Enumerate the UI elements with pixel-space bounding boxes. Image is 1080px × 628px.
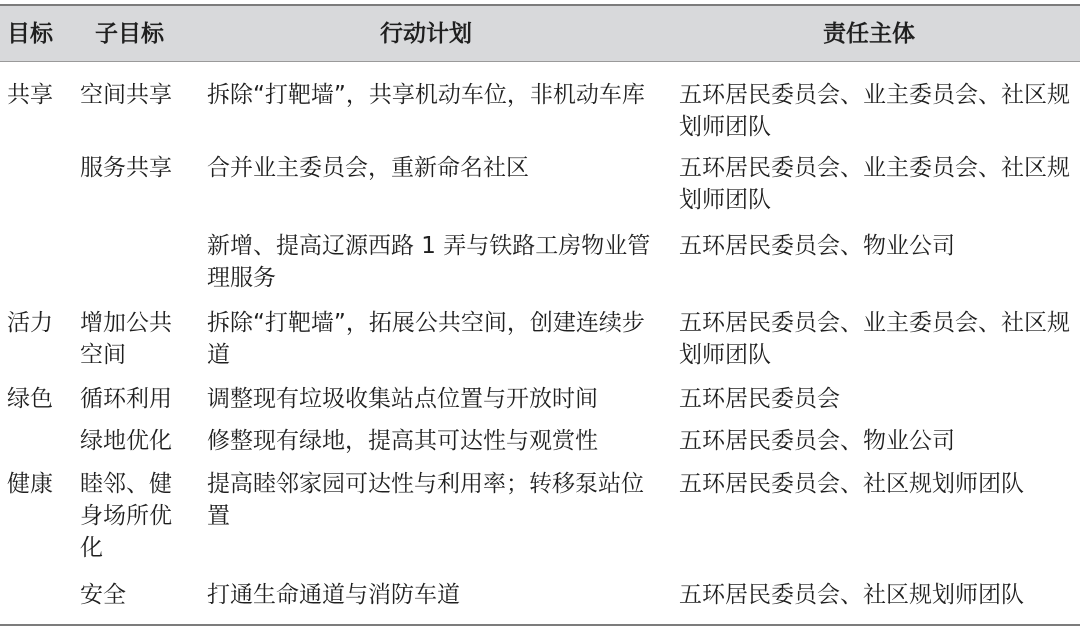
row-2-action: 合并业主委员会，重新命名社区 xyxy=(207,155,529,181)
header-goal: 目标 xyxy=(7,21,53,47)
row-2-subgoal: 服务共享 xyxy=(80,155,172,181)
row-4-goal: 活力 xyxy=(7,310,53,336)
row-1-goal: 共享 xyxy=(7,82,53,108)
row-1-subgoal: 空间共享 xyxy=(80,82,172,108)
row-8-owner: 五环居民委员会、社区规划师团队 xyxy=(679,582,1024,608)
row-1-owner: 五环居民委员会、业主委员会、社区规划师团队 xyxy=(679,82,1070,140)
row-7-goal: 健康 xyxy=(7,471,53,497)
row-5-owner: 五环居民委员会 xyxy=(679,386,840,412)
row-6-owner: 五环居民委员会、物业公司 xyxy=(679,428,955,454)
table-header xyxy=(0,4,1080,62)
row-5-subgoal: 循环利用 xyxy=(80,386,172,412)
header-action: 行动计划 xyxy=(380,21,472,47)
row-7-owner: 五环居民委员会、社区规划师团队 xyxy=(679,471,1024,497)
row-7-action: 提高睦邻家园可达性与利用率；转移泵站位置 xyxy=(207,471,644,529)
header-subgoal: 子目标 xyxy=(95,21,164,47)
row-4-subgoal: 增加公共空间 xyxy=(80,310,172,368)
row-8-action: 打通生命通道与消防车道 xyxy=(207,582,460,608)
row-3-action: 新增、提高辽源西路 1 弄与铁路工房物业管理服务 xyxy=(207,233,651,291)
row-5-goal: 绿色 xyxy=(7,386,53,412)
row-4-action: 拆除“打靶墙”，拓展公共空间，创建连续步道 xyxy=(207,310,645,368)
row-5-action: 调整现有垃圾收集站点位置与开放时间 xyxy=(207,386,598,412)
header-owner: 责任主体 xyxy=(823,21,915,47)
row-1-action: 拆除“打靶墙”，共享机动车位，非机动车库 xyxy=(207,82,645,108)
row-2-owner: 五环居民委员会、业主委员会、社区规划师团队 xyxy=(679,155,1070,213)
row-6-action: 修整现有绿地，提高其可达性与观赏性 xyxy=(207,428,598,454)
row-8-subgoal: 安全 xyxy=(80,582,126,608)
row-6-subgoal: 绿地优化 xyxy=(80,428,172,454)
bottom-rule xyxy=(0,624,1080,626)
row-7-subgoal: 睦邻、健身场所优化 xyxy=(80,471,172,561)
row-4-owner: 五环居民委员会、业主委员会、社区规划师团队 xyxy=(679,310,1070,368)
row-3-owner: 五环居民委员会、物业公司 xyxy=(679,233,955,259)
